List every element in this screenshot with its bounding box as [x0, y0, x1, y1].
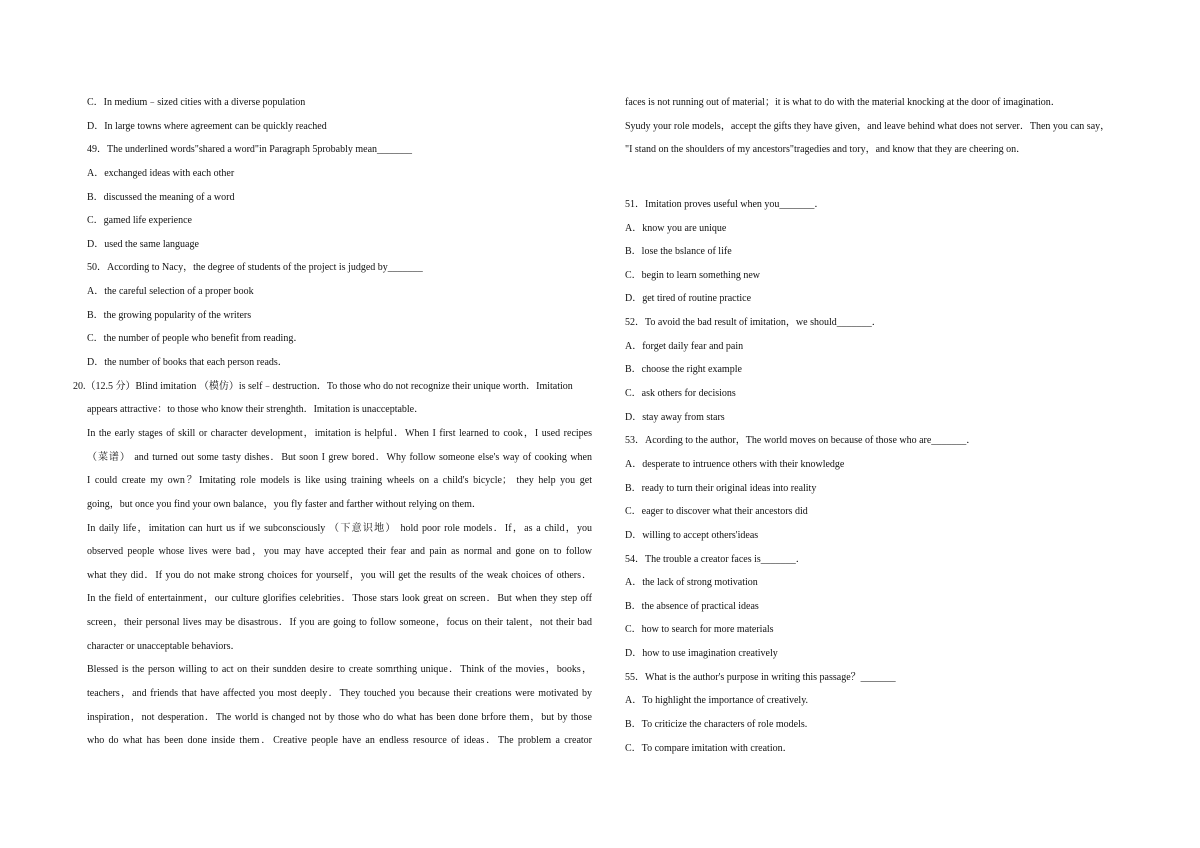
text-line: who do what has been done inside them．Creative people have an endless resource of ideas．The problem a creator — [87, 735, 592, 747]
text-line: D．the number of books that each person reads． — [87, 357, 288, 369]
question-line: D．how to use imagination creatively — [625, 648, 778, 660]
question-line: D．get tired of routine practice — [625, 293, 752, 305]
text-line: appears attractive：to those who know their strenghth．Imitation is unacceptable． — [87, 404, 425, 416]
text-line: "I stand on the shoulders of my ancestors"tragedies and tory，and know that they are cheering on． — [625, 144, 1027, 156]
text-line: D．used the same language — [87, 238, 199, 250]
left-column — [73, 91, 592, 753]
question-line: C．eager to discover what their ancestors did — [625, 506, 808, 518]
question-list — [625, 193, 1135, 760]
text-line: faces is not running out of material；it is what to do with the material knocking at the door of imagination． — [625, 97, 1061, 108]
question-line: A．forget daily fear and pain — [625, 340, 744, 352]
question-line: C．how to search for more materials — [625, 624, 774, 636]
question-line: 54．The trouble a creator faces is_______． — [625, 553, 806, 565]
text-line: A．the careful selection of a proper book — [87, 286, 254, 298]
text-line: C．gamed life experience — [87, 215, 192, 227]
text-line: B．discussed the meaning of a word — [87, 191, 235, 203]
question-line: C．To compare imitation with creation． — [625, 742, 793, 754]
text-line: D．In large towns where agreement can be quickly reached — [87, 120, 327, 132]
question-line: A．the lack of strong motivation — [625, 577, 758, 589]
question-line: D．willing to accept others'ideas — [625, 529, 759, 541]
text-line: screen，their personal lives may be disastrous．If you are going to follow someone，focus on their talent，not their bad — [87, 617, 592, 629]
question-line: C．begin to learn something new — [625, 269, 760, 281]
question-line: C．ask others for decisions — [625, 388, 736, 400]
text-line: 20.（12.5 分）Blind imitation （模仿）is self﹣destruction．To those who do not recognize their unique worth．Imitation — [73, 380, 573, 392]
text-line: B．the growing popularity of the writers — [87, 309, 252, 321]
question-line: B．choose the right example — [625, 364, 742, 376]
question-line: 51．Imitation proves useful when you_______． — [625, 198, 825, 210]
question-line: B．To criticize the characters of role models. — [625, 719, 808, 731]
question-line: B．the absence of practical ideas — [625, 600, 759, 612]
question-line: A．desperate to intruence others with their knowledge — [625, 458, 845, 470]
question-line: 52．To avoid the bad result of imitation，we should_______． — [625, 317, 882, 329]
right-column — [625, 91, 1135, 760]
text-line: I could create my own？Imitating role models is like using training wheels on a child's bicycle； they help you get — [87, 475, 592, 487]
section-gap — [625, 162, 1135, 193]
text-line: C．In medium﹣sized cities with a diverse population — [87, 97, 306, 108]
text-line: Blessed is the person willing to act on their sundden desire to create somrthing unique．Think of the movies，books， — [87, 664, 592, 676]
text-line: （菜谱） and turned out some tasty dishes．But soon I grew bored．Why follow someone else's way of cooking when — [87, 451, 592, 463]
question-line: B．ready to turn their original ideas into reality — [625, 482, 817, 494]
question-line: D．stay away from stars — [625, 411, 725, 423]
question-line: 53．Acording to the author，The world moves on because of those who are_______． — [625, 435, 977, 447]
text-line: Syudy your role models，accept the gifts they have given，and leave behind what does not server．Then you can say， — [625, 120, 1111, 132]
text-line: In daily life，imitation can hurt us if we subconsciously （下意识地） hold poor role models．If，as a child，you — [87, 522, 592, 534]
question-line: B．lose the bslance of life — [625, 246, 732, 258]
text-line: inspiration，not desperation．The world is changed not by those who do what has been done brfore them，but by those — [87, 711, 592, 723]
text-line: In the field of entertainment，our culture glorifies celebrities．Those stars look great on screen．But when they step off — [87, 593, 592, 605]
passage-continuation — [625, 91, 1135, 162]
text-line: what they did．If you do not make strong choices for yourself，you will get the results of the weak choices of others． — [87, 569, 592, 581]
question-line: A．know you are unique — [625, 222, 727, 234]
question-line: A．To highlight the importance of creatively. — [625, 695, 809, 707]
text-line: going，but once you find your own balance，you fly faster and farther without relying on them． — [87, 498, 482, 510]
text-line: character or unacceptable behaviors． — [87, 640, 241, 652]
text-line: 50．According to Nacy，the degree of students of the project is judged by_______ — [87, 262, 423, 274]
question-line: 55．What is the author's purpose in writing this passage？_______ — [625, 671, 896, 683]
text-line: observed people whose lives were bad，you may have accepted their fear and pain as normal and gone on to follow — [87, 546, 592, 558]
text-line: teachers，and friends that have affected you most deeply．They touched you because their creations were motivated by — [87, 688, 592, 700]
text-line: C．the number of people who benefit from reading． — [87, 333, 304, 345]
text-line: 49．The underlined words"shared a word"in Paragraph 5probably mean_______ — [87, 144, 413, 156]
text-line: In the early stages of skill or character development，imitation is helpful．When I first learned to cook，I used recipes — [87, 427, 592, 439]
text-line: A．exchanged ideas with each other — [87, 167, 235, 179]
